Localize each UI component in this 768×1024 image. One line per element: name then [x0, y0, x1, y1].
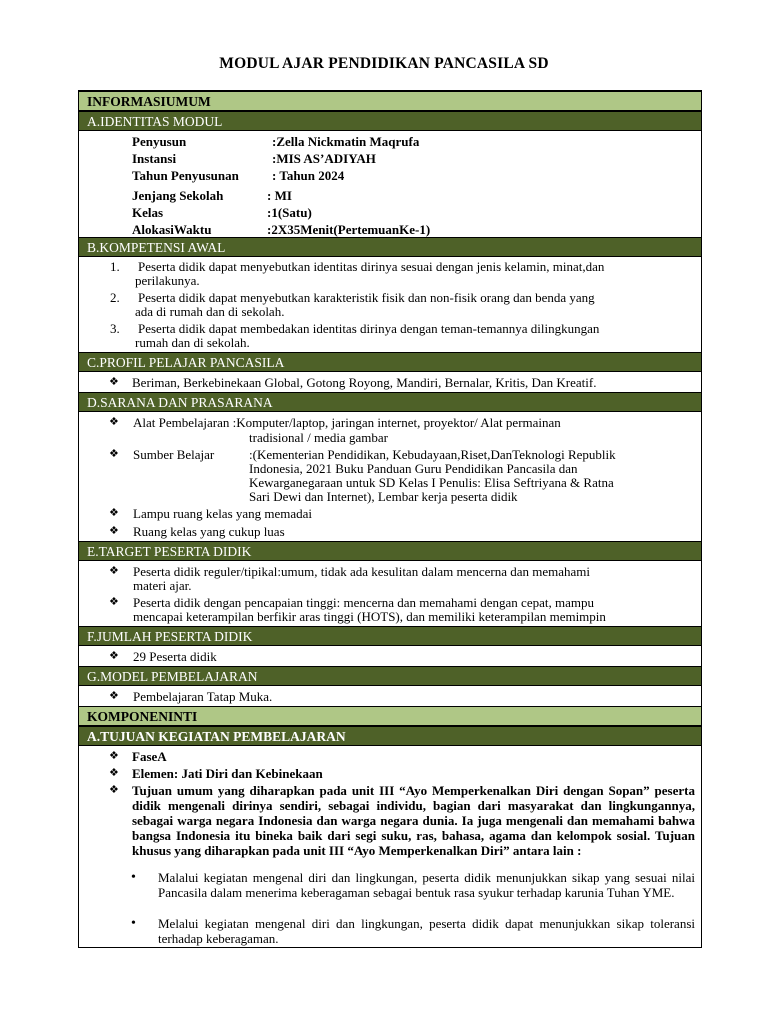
lampu-item: Lampu ruang kelas yang memadai: [133, 506, 313, 521]
header-komponen-inti: KOMPONENINTI: [79, 706, 701, 726]
kompetensi-item-1-line-1: Peserta didik dapat menyebutkan identitas dirinya sesuai dengan jenis kelamin, minat,dan: [138, 259, 605, 274]
diamond-bullet-icon: ❖: [109, 525, 119, 537]
document-title: MODUL AJAR PENDIDIKAN PANCASILA SD: [219, 55, 549, 72]
target-item-1-line-1: Peserta didik reguler/tipikal:umum, tidak ada kesulitan dalam mencerna dan memahami: [133, 564, 591, 579]
tujuan-bullet-2: Melalui kegiatan mengenal diri dan lingkungan, peserta didik dapat menunjukkan sikap toleransi terhadap keberagaman.: [158, 916, 695, 946]
header-profil-pelajar: C.PROFIL PELAJAR PANCASILA: [79, 352, 701, 372]
target-item-2-line-1: Peserta didik dengan pencapaian tinggi: mencerna dan memahami dengan cepat, mampu: [133, 595, 594, 610]
header-identitas-modul: A.IDENTITAS MODUL: [79, 111, 701, 131]
jenjang-label: Jenjang Sekolah: [132, 188, 224, 203]
kelas-value: :1(Satu): [267, 205, 312, 220]
list-number-2: 2.: [110, 290, 120, 305]
kelas-label: Kelas: [132, 205, 164, 220]
diamond-bullet-icon: ❖: [109, 376, 119, 388]
sumber-line-3: Kewarganegaraan untuk SD Kelas I Penulis: Elisa Seftriyana & Ratna: [249, 475, 614, 490]
diamond-bullet-icon: ❖: [109, 650, 119, 662]
header-kompetensi-awal: B.KOMPETENSI AWAL: [79, 237, 701, 257]
diamond-bullet-icon: ❖: [109, 448, 119, 460]
alat-line-2: tradisional / media gambar: [249, 430, 388, 445]
sumber-line-4: Sari Dewi dan Internet), Lembar kerja peserta didik: [249, 489, 518, 504]
tujuan-paragraph: Tujuan umum yang diharapkan pada unit III “Ayo Memperkenalkan Diri dengan Sopan” peserta didik mengenali dirinya sendiri, sebagai individu, bagian dari masyarakat dan lingkungannya, sebagai warga negara Indonesia dan warga negara dunia. Ia juga mengenali dan memahami bahwa bangsa Indonesia itu bineka baik dari segi suku, ras, bahasa, agama dan kelompok sosial. Tujuan khusus yang diharapkan pada unit III “Ayo Memperkenalkan Diri” antara lain :: [132, 783, 695, 858]
alokasi-label: AlokasiWaktu: [132, 222, 212, 237]
sumber-label: Sumber Belajar: [133, 447, 215, 462]
ruang-item: Ruang kelas yang cukup luas: [133, 524, 285, 539]
tahun-value: : Tahun 2024: [272, 168, 345, 183]
kompetensi-item-2-line-2: ada di rumah dan di sekolah.: [135, 304, 285, 319]
diamond-bullet-icon: ❖: [109, 767, 119, 779]
penyusun-value: :Zella Nickmatin Maqrufa: [272, 134, 420, 149]
bullet-dot-icon: •: [131, 870, 136, 885]
kompetensi-item-3-line-2: rumah dan di sekolah.: [135, 335, 250, 350]
jumlah-item: 29 Peserta didik: [133, 649, 217, 664]
target-item-1-line-2: materi ajar.: [133, 578, 192, 593]
list-number-1: 1.: [110, 259, 120, 274]
diamond-bullet-icon: ❖: [109, 507, 119, 519]
sumber-line-2: Indonesia, 2021 Buku Panduan Guru Pendidikan Pancasila dan: [249, 461, 578, 476]
instansi-label: Instansi: [132, 151, 177, 166]
bullet-dot-icon: •: [131, 916, 136, 931]
kompetensi-item-3-line-1: Peserta didik dapat membedakan identitas dirinya dengan teman-temannya dilingkungan: [138, 321, 600, 336]
header-model-pembelajaran: G.MODEL PEMBELAJARAN: [79, 666, 701, 686]
alat-line-1: Alat Pembelajaran :Komputer/laptop, jaringan internet, proyektor/ Alat permainan: [133, 415, 561, 430]
header-informasi-umum: INFORMASIUMUM: [79, 91, 701, 111]
tahun-label: Tahun Penyusunan: [132, 168, 239, 183]
jenjang-value: : MI: [267, 188, 292, 203]
penyusun-label: Penyusun: [132, 134, 187, 149]
elemen-item: Elemen: Jati Diri dan Kebinekaan: [132, 766, 323, 781]
sumber-line-1: :(Kementerian Pendidikan, Kebudayaan,Riset,DanTeknologi Republik: [249, 447, 616, 462]
diamond-bullet-icon: ❖: [109, 565, 119, 577]
header-tujuan-kegiatan: A.TUJUAN KEGIATAN PEMBELAJARAN: [79, 726, 701, 746]
kompetensi-item-2-line-1: Peserta didik dapat menyebutkan karakteristik fisik dan non-fisik orang dan benda yang: [138, 290, 595, 305]
fase-item: FaseA: [132, 749, 167, 764]
module-table: [78, 90, 702, 948]
diamond-bullet-icon: ❖: [109, 416, 119, 428]
alokasi-value: :2X35Menit(PertemuanKe-1): [267, 222, 431, 237]
kompetensi-item-1-line-2: perilakunya.: [135, 273, 200, 288]
header-target-peserta: E.TARGET PESERTA DIDIK: [79, 541, 701, 561]
header-sarana-prasarana: D.SARANA DAN PRASARANA: [79, 392, 701, 412]
diamond-bullet-icon: ❖: [109, 596, 119, 608]
diamond-bullet-icon: ❖: [109, 750, 119, 762]
header-jumlah-peserta: F.JUMLAH PESERTA DIDIK: [79, 626, 701, 646]
diamond-bullet-icon: ❖: [109, 784, 119, 796]
diamond-bullet-icon: ❖: [109, 690, 119, 702]
profil-item: Beriman, Berkebinekaan Global, Gotong Royong, Mandiri, Bernalar, Kritis, Dan Kreatif.: [132, 375, 597, 390]
tujuan-bullet-1: Malalui kegiatan mengenal diri dan lingkungan, peserta didik menunjukkan sikap yang sesuai nilai Pancasila dalam menerima keberagaman sebagai bentuk rasa syukur terhadap karunia Tuhan YME.: [158, 870, 695, 900]
instansi-value: :MIS AS’ADIYAH: [272, 151, 376, 166]
list-number-3: 3.: [110, 321, 120, 336]
model-item: Pembelajaran Tatap Muka.: [133, 689, 273, 704]
target-item-2-line-2: mencapai keterampilan berfikir aras tinggi (HOTS), dan memiliki keterampilan memimpin: [133, 609, 606, 624]
